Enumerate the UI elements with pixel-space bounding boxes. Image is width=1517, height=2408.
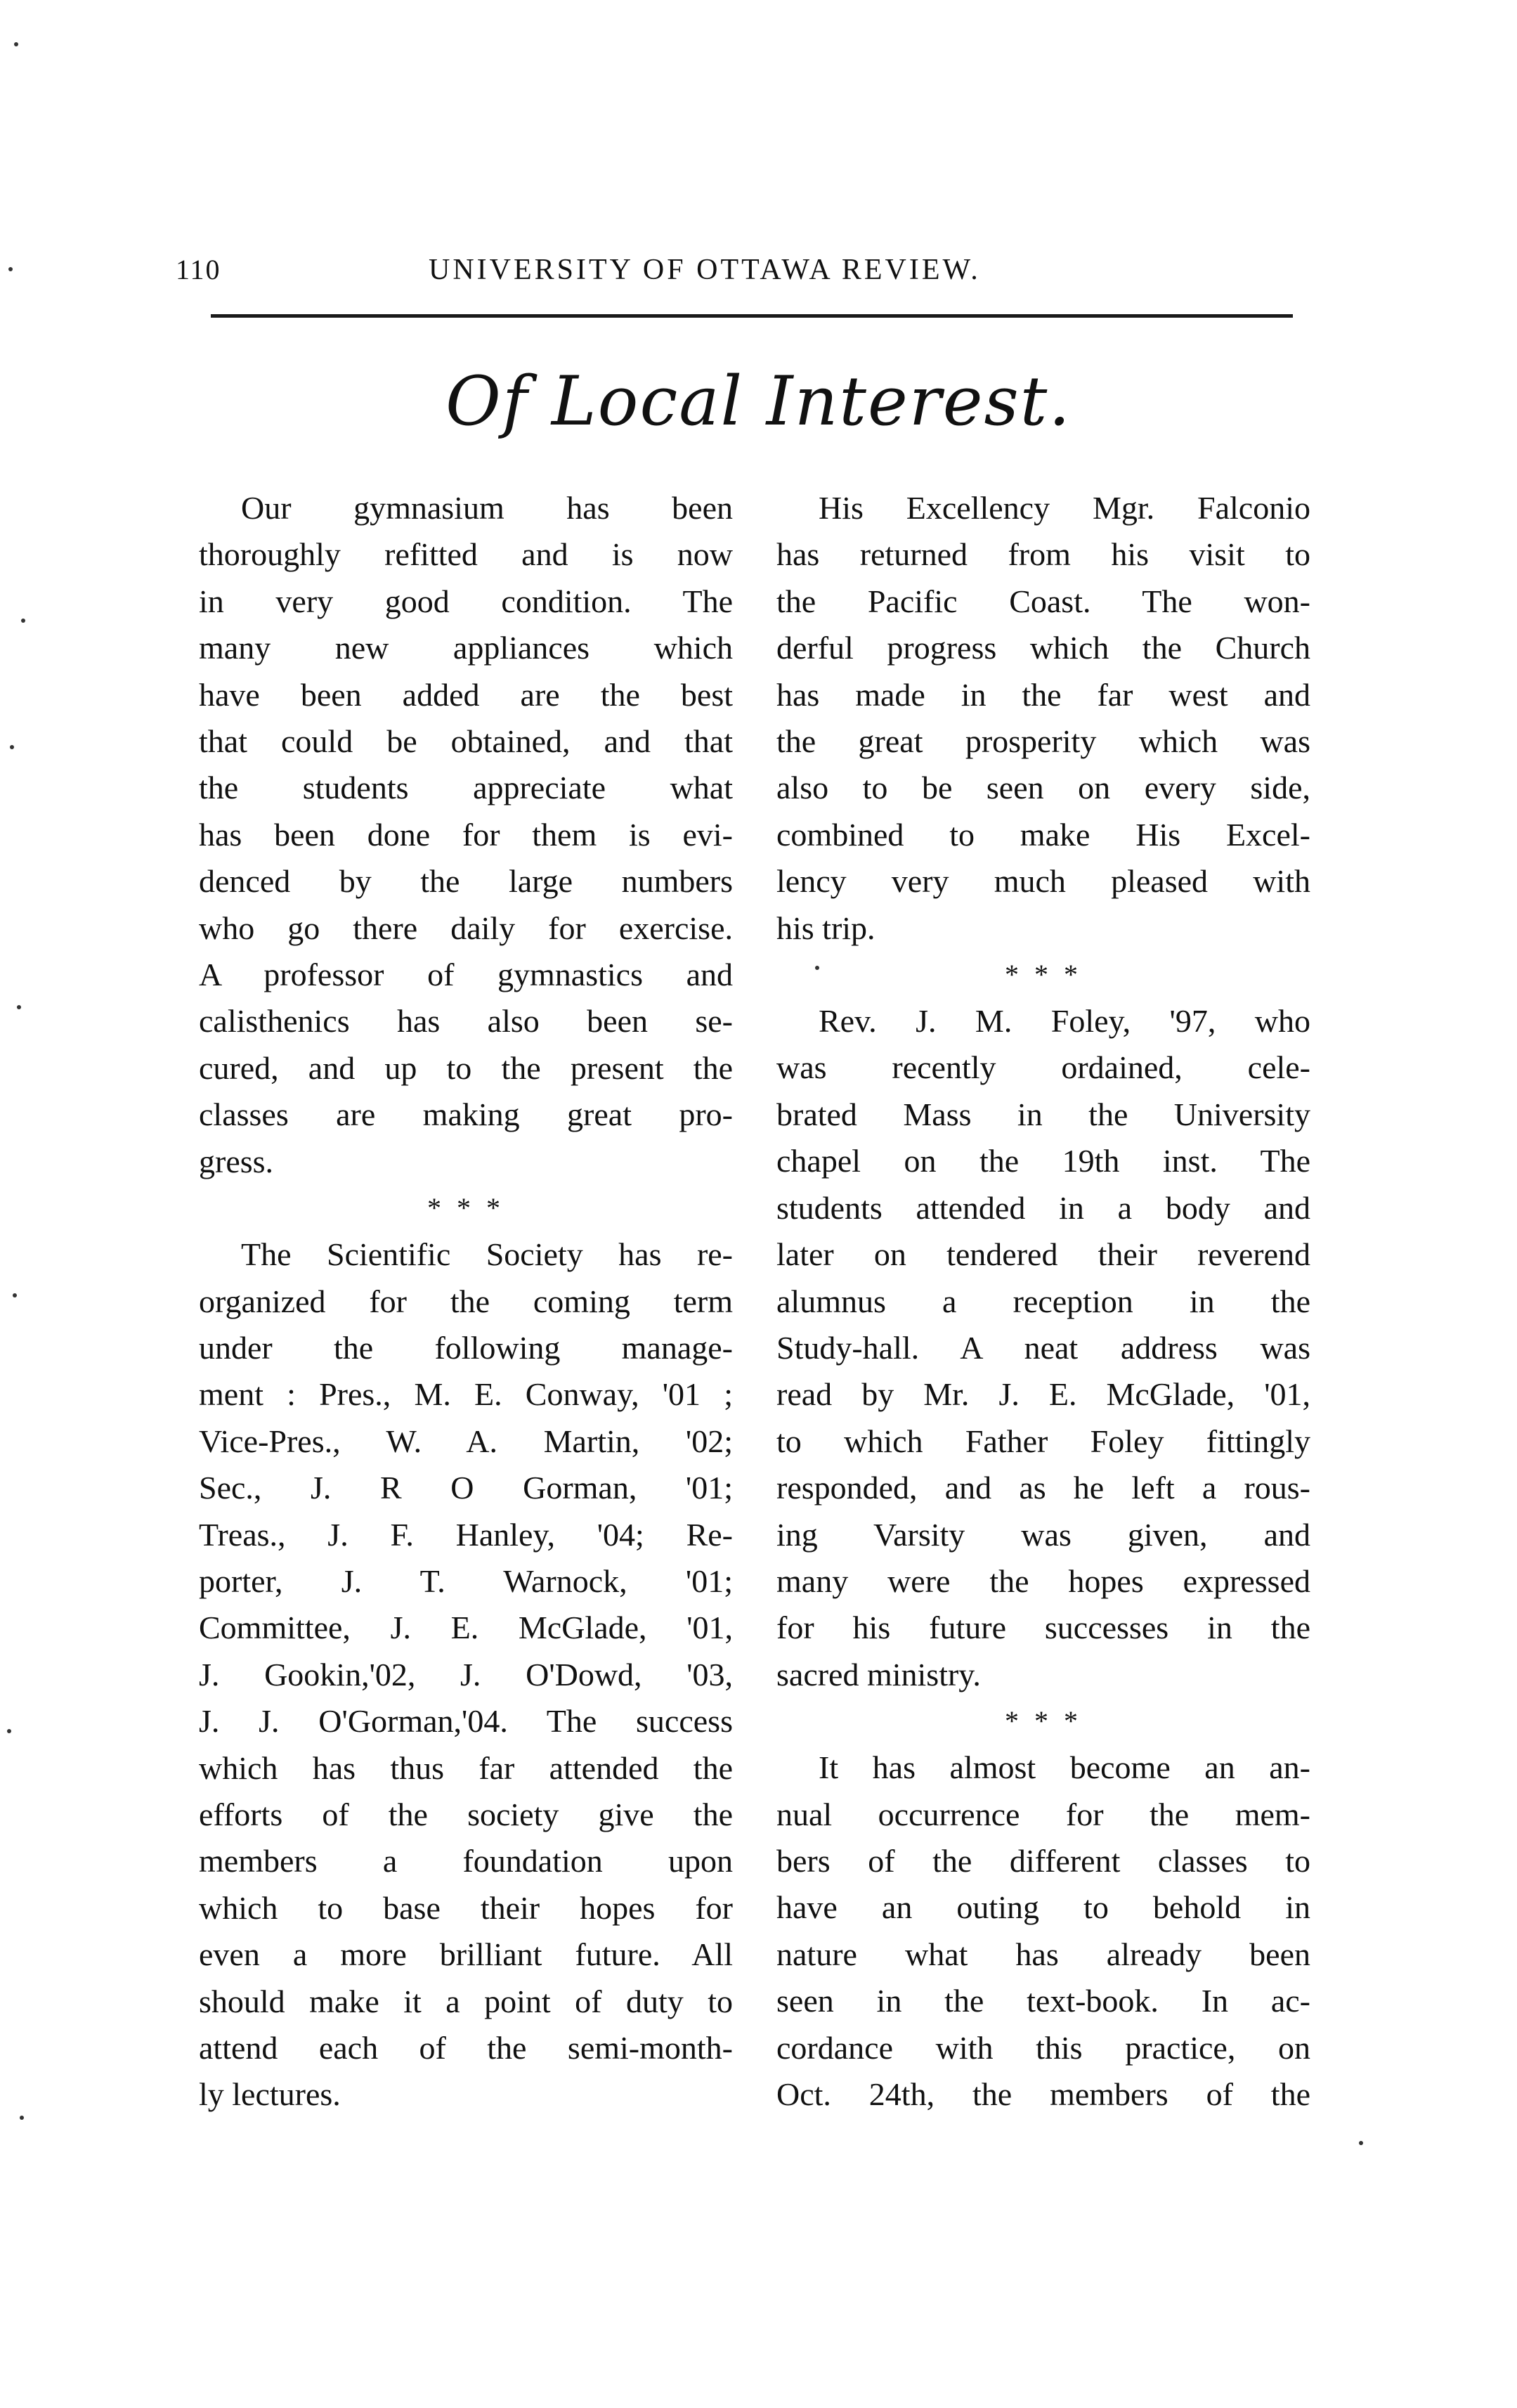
- text-line: has made in the far west and: [776, 676, 1310, 713]
- asterism-separator: * * *: [427, 1192, 504, 1224]
- left-column: [199, 485, 733, 2118]
- journal-title: UNIVERSITY OF OTTAWA REVIEW.: [429, 254, 981, 286]
- scan-speck: [8, 267, 13, 271]
- text-line: J. J. O'Gorman,'04. The success: [199, 1703, 733, 1740]
- text-line: Our gymnasium has been: [241, 490, 733, 526]
- scan-speck: [20, 2116, 24, 2120]
- text-line: cured, and up to the present the: [199, 1049, 733, 1086]
- text-line: read by Mr. J. E. McGlade, '01,: [776, 1376, 1310, 1413]
- header-rule: [211, 314, 1293, 318]
- text-line: who go there daily for exercise.: [199, 910, 733, 946]
- text-line: cordance with this practice, on: [776, 2029, 1310, 2066]
- text-line: seen in the text-book. In ac-: [776, 1983, 1310, 2019]
- text-line: brated Mass in the University: [776, 1096, 1310, 1132]
- text-line: to which Father Foley fittingly: [776, 1423, 1310, 1459]
- text-line: that could be obtained, and that: [199, 723, 733, 760]
- text-line: was recently ordained, cele-: [776, 1049, 1310, 1086]
- text-line: has returned from his visit to: [776, 536, 1310, 573]
- text-line: Vice-Pres., W. A. Martin, '02;: [199, 1423, 733, 1459]
- scan-speck: [815, 966, 819, 970]
- text-line: lency very much pleased with: [776, 863, 1310, 900]
- text-line: The Scientific Society has re-: [241, 1236, 733, 1273]
- scan-speck: [1359, 2141, 1363, 2145]
- text-line: denced by the large numbers: [199, 863, 733, 900]
- running-head: [176, 253, 1335, 295]
- text-line: the Pacific Coast. The won-: [776, 583, 1310, 619]
- text-line: J. Gookin,'02, J. O'Dowd, '03,: [199, 1656, 733, 1692]
- text-line: his trip.: [776, 910, 875, 946]
- text-line: which has thus far attended the: [199, 1749, 733, 1786]
- text-line: calisthenics has also been se-: [199, 1003, 733, 1040]
- text-line: Oct. 24th, the members of the: [776, 2076, 1310, 2112]
- scan-speck: [10, 745, 14, 749]
- text-line: His Excellency Mgr. Falconio: [819, 490, 1310, 526]
- text-line: gress.: [199, 1143, 274, 1179]
- text-line: Treas., J. F. Hanley, '04; Re-: [199, 1516, 733, 1553]
- text-line: bers of the different classes to: [776, 1842, 1310, 1879]
- text-line: which to base their hopes for: [199, 1889, 733, 1926]
- text-line: nature what has already been: [776, 1936, 1310, 1972]
- text-line: have an outing to behold in: [776, 1889, 1310, 1926]
- text-line: Committee, J. E. McGlade, '01,: [199, 1610, 733, 1646]
- asterism-separator: * * *: [1005, 1705, 1082, 1737]
- scan-speck: [21, 619, 25, 623]
- text-line: many were the hopes expressed: [776, 1562, 1310, 1599]
- text-line: for his future successes in the: [776, 1610, 1310, 1646]
- text-line: later on tendered their reverend: [776, 1236, 1310, 1273]
- text-line: has been done for them is evi-: [199, 816, 733, 853]
- text-line: also to be seen on every side,: [776, 770, 1310, 806]
- text-line: responded, and as he left a rous-: [776, 1470, 1310, 1506]
- text-line: attend each of the semi-month-: [199, 2030, 733, 2066]
- outing-paragraph: [776, 1744, 1310, 2118]
- section-title: Of Local Interest.: [445, 362, 1072, 441]
- text-line: porter, J. T. Warnock, '01;: [199, 1562, 733, 1599]
- text-line: students attended in a body and: [776, 1189, 1310, 1226]
- text-line: in very good condition. The: [199, 583, 733, 619]
- scan-speck: [17, 1005, 21, 1009]
- right-column: [776, 485, 1310, 2118]
- text-line: the students appreciate what: [199, 770, 733, 806]
- text-line: efforts of the society give the: [199, 1796, 733, 1832]
- gymnasium-paragraph: [199, 485, 733, 1185]
- foley-paragraph: [776, 998, 1310, 1698]
- scan-speck: [14, 42, 18, 46]
- text-line: many new appliances which: [199, 630, 733, 666]
- text-line: thoroughly refitted and is now: [199, 536, 733, 573]
- text-line: even a more brilliant future. All: [199, 1936, 733, 1973]
- scan-speck: [7, 1729, 11, 1733]
- text-line: have been added are the best: [199, 676, 733, 713]
- text-line: Study-hall. A neat address was: [776, 1329, 1310, 1366]
- text-line: organized for the coming term: [199, 1283, 733, 1319]
- text-line: derful progress which the Church: [776, 630, 1310, 666]
- page-number: 110: [176, 254, 221, 285]
- text-line: chapel on the 19th inst. The: [776, 1143, 1310, 1179]
- text-line: alumnus a reception in the: [776, 1283, 1310, 1319]
- text-line: sacred ministry.: [776, 1656, 981, 1692]
- text-line: ment : Pres., M. E. Conway, '01 ;: [199, 1376, 733, 1413]
- text-line: the great prosperity which was: [776, 723, 1310, 760]
- falconio-paragraph: [776, 485, 1310, 952]
- text-line: A professor of gymnastics and: [199, 957, 733, 993]
- text-line: combined to make His Excel-: [776, 816, 1310, 853]
- scan-speck: [13, 1293, 17, 1297]
- text-line: classes are making great pro-: [199, 1096, 733, 1133]
- text-line: It has almost become an an-: [819, 1749, 1310, 1786]
- scientific-society-paragraph: [199, 1231, 733, 2118]
- text-line: members a foundation upon: [199, 1843, 733, 1879]
- text-line: nual occurrence for the mem-: [776, 1796, 1310, 1832]
- text-line: under the following manage-: [199, 1329, 733, 1366]
- text-line: Sec., J. R O Gorman, '01;: [199, 1470, 733, 1506]
- text-line: Rev. J. M. Foley, '97, who: [819, 1003, 1310, 1040]
- text-line: ing Varsity was given, and: [776, 1516, 1310, 1553]
- asterism-separator: * * *: [1005, 959, 1082, 991]
- text-line: should make it a point of duty to: [199, 1983, 733, 2019]
- text-line: ly lectures.: [199, 2076, 341, 2113]
